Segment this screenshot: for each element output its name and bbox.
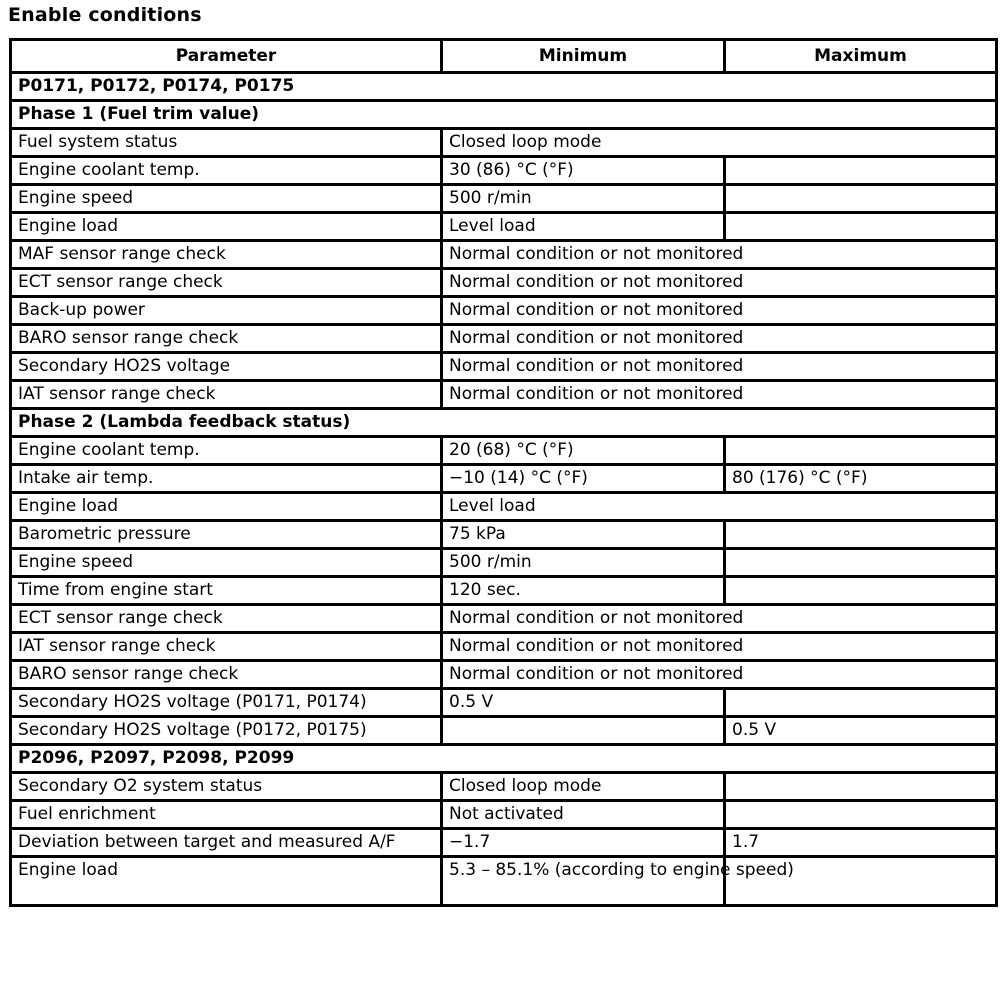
group-header-cell: Phase 2 (Lambda feedback status) — [11, 409, 997, 437]
parameter-cell: Fuel enrichment — [11, 801, 442, 829]
column-header-parameter: Parameter — [11, 40, 442, 73]
maximum-cell — [725, 801, 997, 829]
table-row — [11, 577, 997, 605]
group-header-cell: Phase 1 (Fuel trim value) — [11, 101, 997, 129]
condition-cell: Closed loop mode — [442, 129, 997, 157]
condition-cell: Normal condition or not monitored — [442, 381, 997, 409]
maximum-cell — [725, 213, 997, 241]
condition-cell: Level load — [442, 493, 997, 521]
maximum-cell: 0.5 V — [725, 717, 997, 745]
maximum-cell — [725, 521, 997, 549]
parameter-cell: Intake air temp. — [11, 465, 442, 493]
minimum-cell: Closed loop mode — [442, 773, 725, 801]
column-header-minimum: Minimum — [442, 40, 725, 73]
condition-cell: Normal condition or not monitored — [442, 353, 997, 381]
group-header-cell: P0171, P0172, P0174, P0175 — [11, 73, 997, 101]
condition-cell: Normal condition or not monitored — [442, 241, 997, 269]
maximum-cell — [725, 549, 997, 577]
minimum-cell: Not activated — [442, 801, 725, 829]
table-row — [11, 493, 997, 521]
table-row — [11, 241, 997, 269]
table-row — [11, 353, 997, 381]
minimum-cell — [442, 717, 725, 745]
table-row — [11, 129, 997, 157]
column-header-maximum: Maximum — [725, 40, 997, 73]
table-row — [11, 829, 997, 857]
parameter-cell: Secondary O2 system status — [11, 773, 442, 801]
table-row — [11, 381, 997, 409]
maximum-cell — [725, 185, 997, 213]
minimum-cell: −1.7 — [442, 829, 725, 857]
table-row — [11, 689, 997, 717]
parameter-cell: Engine load — [11, 213, 442, 241]
parameter-cell: Secondary HO2S voltage — [11, 353, 442, 381]
maximum-cell — [725, 773, 997, 801]
parameter-cell: MAF sensor range check — [11, 241, 442, 269]
minimum-cell: 120 sec. — [442, 577, 725, 605]
parameter-cell: Barometric pressure — [11, 521, 442, 549]
parameter-cell: BARO sensor range check — [11, 661, 442, 689]
maximum-cell — [725, 689, 997, 717]
parameter-cell: Secondary HO2S voltage (P0171, P0174) — [11, 689, 442, 717]
table-row — [11, 857, 997, 906]
parameter-cell: IAT sensor range check — [11, 633, 442, 661]
parameter-cell: Engine coolant temp. — [11, 437, 442, 465]
group-header-row — [11, 745, 997, 773]
maximum-cell: 1.7 — [725, 829, 997, 857]
minimum-cell: 20 (68) °C (°F) — [442, 437, 725, 465]
table-body — [11, 73, 997, 906]
table-row — [11, 549, 997, 577]
group-header-row — [11, 409, 997, 437]
minimum-cell: 500 r/min — [442, 185, 725, 213]
condition-cell: Normal condition or not monitored — [442, 605, 997, 633]
parameter-cell: Time from engine start — [11, 577, 442, 605]
table-row — [11, 437, 997, 465]
table-row — [11, 521, 997, 549]
group-header-cell: P2096, P2097, P2098, P2099 — [11, 745, 997, 773]
parameter-cell: Back-up power — [11, 297, 442, 325]
header-row — [11, 40, 997, 73]
minimum-cell: 500 r/min — [442, 549, 725, 577]
table-row — [11, 801, 997, 829]
parameter-cell: IAT sensor range check — [11, 381, 442, 409]
table-row — [11, 269, 997, 297]
parameter-cell: Fuel system status — [11, 129, 442, 157]
parameter-cell: Deviation between target and measured A/F — [11, 829, 442, 857]
minimum-cell: Level load — [442, 213, 725, 241]
table-row — [11, 297, 997, 325]
table-row — [11, 185, 997, 213]
table-row — [11, 773, 997, 801]
page-title: Enable conditions — [8, 4, 202, 26]
parameter-cell: BARO sensor range check — [11, 325, 442, 353]
table-row — [11, 661, 997, 689]
condition-cell: Normal condition or not monitored — [442, 661, 997, 689]
parameter-cell: Engine load — [11, 857, 442, 906]
table-row — [11, 633, 997, 661]
parameter-cell: Engine load — [11, 493, 442, 521]
maximum-cell — [725, 437, 997, 465]
minimum-cell: 0.5 V — [442, 689, 725, 717]
parameter-cell: ECT sensor range check — [11, 269, 442, 297]
minimum-cell: 75 kPa — [442, 521, 725, 549]
maximum-cell — [725, 577, 997, 605]
table-row — [11, 605, 997, 633]
minimum-cell: 30 (86) °C (°F) — [442, 157, 725, 185]
condition-cell: Normal condition or not monitored — [442, 325, 997, 353]
parameter-cell: Engine coolant temp. — [11, 157, 442, 185]
table-row — [11, 717, 997, 745]
table-row — [11, 213, 997, 241]
table-row — [11, 157, 997, 185]
condition-cell: Normal condition or not monitored — [442, 269, 997, 297]
parameter-cell: Engine speed — [11, 185, 442, 213]
parameter-cell: Engine speed — [11, 549, 442, 577]
condition-cell: Normal condition or not monitored — [442, 633, 997, 661]
group-header-row — [11, 73, 997, 101]
parameter-cell: ECT sensor range check — [11, 605, 442, 633]
condition-cell: Normal condition or not monitored — [442, 297, 997, 325]
table-row — [11, 325, 997, 353]
maximum-cell — [725, 157, 997, 185]
table-row — [11, 465, 997, 493]
minimum-cell: 5.3 – 85.1% (according to engine speed) — [442, 857, 725, 906]
group-header-row — [11, 101, 997, 129]
parameter-cell: Secondary HO2S voltage (P0172, P0175) — [11, 717, 442, 745]
minimum-cell: −10 (14) °C (°F) — [442, 465, 725, 493]
enable-conditions-table — [9, 38, 998, 907]
maximum-cell: 80 (176) °C (°F) — [725, 465, 997, 493]
